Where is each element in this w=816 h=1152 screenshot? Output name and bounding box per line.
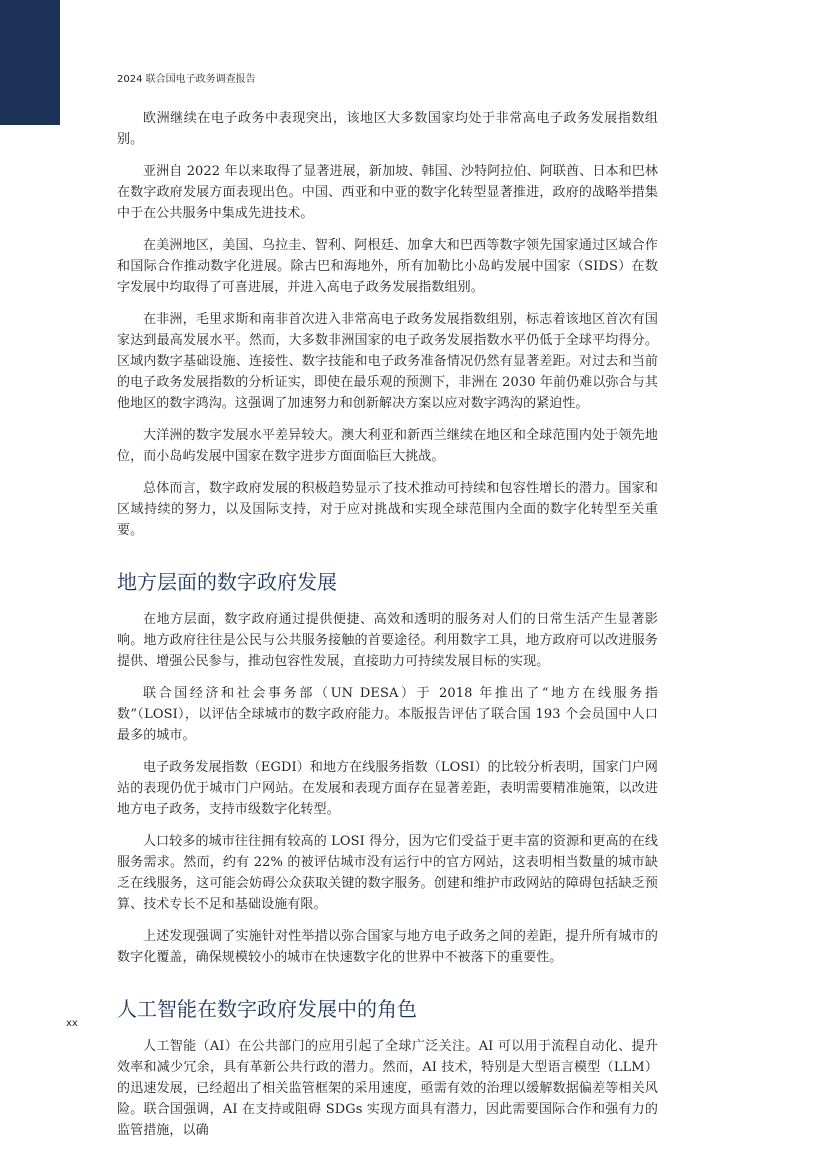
paragraph: 在美洲地区，美国、乌拉圭、智利、阿根廷、加拿大和巴西等数字领先国家通过区域合作和国际合作推动数字化进展。除古巴和海地外，所有加勒比小岛屿发展中国家（SIDS）在数字发展中均取得了可喜进展，并进入高电子政务发展指数组别。 bbox=[117, 238, 658, 295]
running-header: 2024 联合国电子政务调查报告 bbox=[117, 74, 256, 85]
side-color-bar bbox=[0, 0, 60, 125]
paragraph: 亚洲自 2022 年以来取得了显著进展，新加坡、韩国、沙特阿拉伯、阿联酋、日本和巴林在数字政府发展方面表现出色。中国、西亚和中亚的数字化转型显著推进，政府的战略举措集中于在公共服务中集成先进技术。 bbox=[117, 164, 658, 221]
page-content bbox=[117, 108, 658, 1152]
paragraph: 大洋洲的数字发展水平差异较大。澳大利亚和新西兰继续在地区和全球范围内处于领先地位，而小岛屿发展中国家在数字进步方面面临巨大挑战。 bbox=[117, 428, 658, 464]
paragraph: 总体而言，数字政府发展的积极趋势显示了技术推动可持续和包容性增长的潜力。国家和区域持续的努力，以及国际支持，对于应对挑战和实现全球范围内全面的数字化转型至关重要。 bbox=[117, 481, 658, 538]
paragraph: 电子政务发展指数（EGDI）和地方在线服务指数（LOSI）的比较分析表明，国家门户网站的表现仍优于城市门户网站。在发展和表现方面存在显著差距，表明需要精准施策，以改进地方电子政务，支持市级数字化转型。 bbox=[117, 760, 658, 817]
page-number: xx bbox=[66, 1018, 78, 1029]
paragraph: 人口较多的城市往往拥有较高的 LOSI 得分，因为它们受益于更丰富的资源和更高的在线服务需求。然而，约有 22% 的被评估城市没有运行中的官方网站，这表明相当数量的城市缺乏在线服务，这可能会妨碍公众获取关键的数字服务。创建和维护市政网站的障碍包括缺乏预算、技术专长不足和基础设施有限。 bbox=[117, 834, 658, 912]
paragraph: 上述发现强调了实施针对性举措以弥合国家与地方电子政务之间的差距，提升所有城市的数字化覆盖，确保规模较小的城市在快速数字化的世界中不被落下的重要性。 bbox=[117, 929, 658, 965]
paragraph: 欧洲继续在电子政务中表现突出，该地区大多数国家均处于非常高电子政务发展指数组别。 bbox=[117, 111, 658, 147]
section-heading-ai: 人工智能在数字政府发展中的角色 bbox=[117, 997, 417, 1021]
section-heading-local: 地方层面的数字政府发展 bbox=[117, 570, 337, 594]
paragraph: 在非洲，毛里求斯和南非首次进入非常高电子政务发展指数组别，标志着该地区首次有国家达到最高发展水平。然而，大多数非洲国家的电子政务发展指数水平仍低于全球平均得分。区域内数字基础设施、连接性、数字技能和电子政务准备情况仍然有显著差距。对过去和当前的电子政务发展指数的分析证实，即使在最乐观的预测下，非洲在 2030 年前仍难以弥合与其他地区的数字鸿沟。这强调了加速努力和创新解决方案以应对数字鸿沟的紧迫性。 bbox=[117, 312, 658, 411]
paragraph: 联合国经济和社会事务部（UN DESA）于 2018 年推出了“地方在线服务指数”（LOSI），以评估全球城市的数字政府能力。本版报告评估了联合国 193 个会员国中人口最多的城市。 bbox=[117, 686, 658, 743]
paragraph: 在地方层面，数字政府通过提供便捷、高效和透明的服务对人们的日常生活产生显著影响。地方政府往往是公民与公共服务接触的首要途径。利用数字工具，地方政府可以改进服务提供、增强公民参与，推动包容性发展，直接助力可持续发展目标的实现。 bbox=[117, 612, 658, 669]
paragraph: 人工智能（AI）在公共部门的应用引起了全球广泛关注。AI 可以用于流程自动化、提升效率和减少冗余，具有革新公共行政的潜力。然而，AI 技术，特别是大型语言模型（LLM）的迅速发展，已经超出了相关监管框架的采用速度，亟需有效的治理以缓解数据偏差等相关风险。联合国强调，AI 在支持或阻碍 SDGs 实现方面具有潜力，因此需要国际合作和强有力的监管措施，以确 bbox=[117, 1039, 658, 1138]
